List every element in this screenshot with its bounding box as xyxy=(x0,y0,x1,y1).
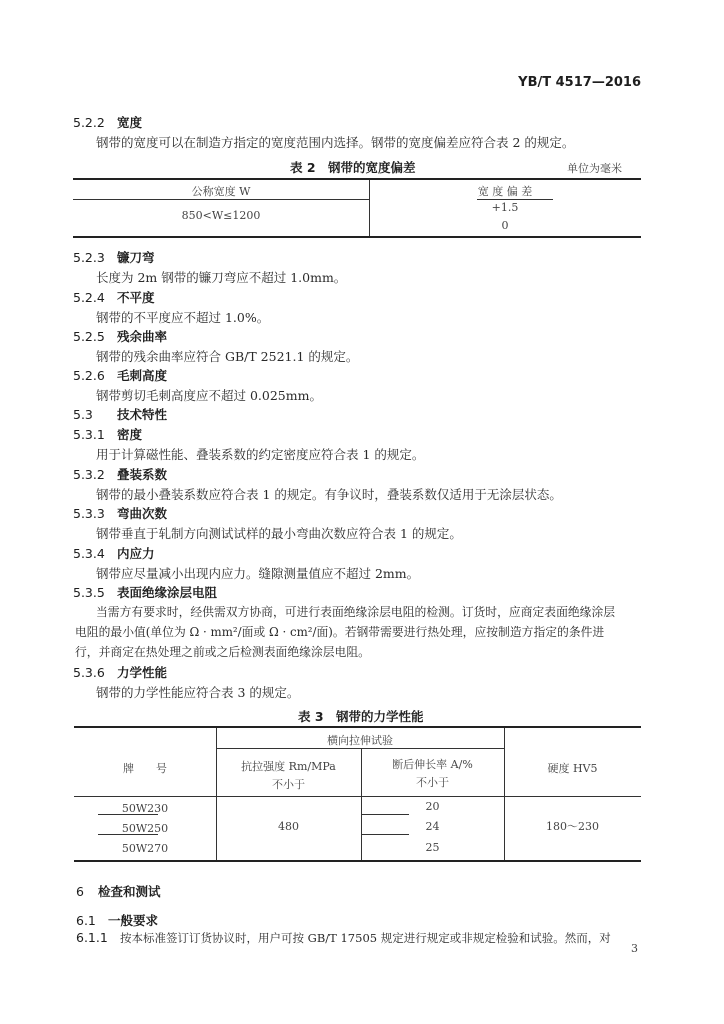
para-5-3-5-line2: 电阻的最小值(单位为 Ω · mm²/面或 Ω · cm²/面)。若钢带需要进行热处理，应按制造方指定的条件进 xyxy=(75,625,605,639)
table3-elong-2: 24 xyxy=(425,820,440,833)
table3-tensile-value: 480 xyxy=(278,820,299,833)
table3-hardness-value: 180～230 xyxy=(546,820,599,833)
table3-caption: 表 3 钢带的力学性能 xyxy=(298,709,424,724)
para-5-3-5-line3: 行，并商定在热处理之前或之后检测表面绝缘涂层电阻。 xyxy=(75,645,370,659)
para-5-3-3: 钢带垂直于轧制方向测试试样的最小弯曲次数应符合表 1 的规定。 xyxy=(96,526,462,541)
table2-header-deviation: 宽 度 偏 差 xyxy=(477,185,533,198)
para-5-2-6: 钢带剪切毛刺高度应不超过 0.025mm。 xyxy=(96,388,322,403)
para-5-3-6: 钢带的力学性能应符合表 3 的规定。 xyxy=(96,685,300,700)
para-5-3-1: 用于计算磁性能、叠装系数的约定密度应符合表 1 的规定。 xyxy=(96,447,425,462)
table3-header-tensile-sub: 不小于 xyxy=(272,778,305,791)
para-5-2-5: 钢带的残余曲率应符合 GB/T 2521.1 的规定。 xyxy=(96,349,359,364)
table3 xyxy=(74,726,641,862)
table2-header-width: 公称宽度 W xyxy=(191,185,251,198)
heading-6-1: 6.1 一般要求 xyxy=(76,913,159,928)
para-5-2-3: 长度为 2m 钢带的镰刀弯应不超过 1.0mm。 xyxy=(96,270,347,285)
table2-header-rule-right xyxy=(477,199,553,200)
table3-header-grade: 牌 号 xyxy=(123,762,167,775)
table3-group-rule xyxy=(216,748,504,749)
table3-row-rule-4 xyxy=(361,834,409,835)
para-5-2-4: 钢带的不平度应不超过 1.0%。 xyxy=(96,310,270,325)
table3-header-hardness: 硬度 HV5 xyxy=(547,762,598,775)
table2-cell-plus: +1.5 xyxy=(491,201,519,214)
heading-5-3-1: 5.3.1 密度 xyxy=(73,427,143,442)
heading-5-2-2: 5.2.2 宽度 xyxy=(73,115,143,130)
heading-6: 6 检查和测试 xyxy=(76,884,161,899)
heading-5-3: 5.3 技术特性 xyxy=(73,407,168,422)
table3-grade-3: 50W270 xyxy=(121,842,169,855)
para-5-3-5-line1: 当需方有要求时，经供需双方协商，可进行表面绝缘涂层电阻的检测。订货时，应商定表面绝缘涂层 xyxy=(96,605,616,619)
clause-6-1-1: 6.1.1 按本标准签订订货协议时，用户可按 GB/T 17505 规定进行规定或非规定检验和试验。然而，对 xyxy=(76,930,611,945)
para-5-2-2: 钢带的宽度可以在制造方指定的宽度范围内选择。钢带的宽度偏差应符合表 2 的规定。 xyxy=(96,135,575,150)
heading-5-2-4: 5.2.4 不平度 xyxy=(73,290,155,305)
heading-5-2-3: 5.2.3 镰刀弯 xyxy=(73,250,155,265)
table2-unit: 单位为毫米 xyxy=(567,162,622,175)
table3-elong-3: 25 xyxy=(425,841,440,854)
page-number: 3 xyxy=(631,942,638,955)
heading-5-3-5: 5.3.5 表面绝缘涂层电阻 xyxy=(73,585,218,600)
table3-elong-1: 20 xyxy=(425,800,440,813)
table2-header-rule-left xyxy=(73,199,369,200)
table2-cell-width: 850<W≤1200 xyxy=(181,209,261,222)
table3-header-elong: 断后伸长率 A/% xyxy=(392,758,473,771)
table2-caption: 表 2 钢带的宽度偏差 xyxy=(290,160,416,175)
table3-header-tensile: 抗拉强度 Rm/MPa xyxy=(241,760,336,773)
table3-grade-2: 50W250 xyxy=(121,822,169,835)
table3-col3-divider xyxy=(504,728,505,860)
para-5-3-2: 钢带的最小叠装系数应符合表 1 的规定。有争议时，叠装系数仅适用于无涂层状态。 xyxy=(96,487,562,502)
table3-header-rule xyxy=(74,796,641,797)
heading-5-2-5: 5.2.5 残余曲率 xyxy=(73,329,168,344)
table3-group-header: 横向拉伸试验 xyxy=(327,734,393,747)
heading-5-3-3: 5.3.3 弯曲次数 xyxy=(73,506,168,521)
heading-5-3-6: 5.3.6 力学性能 xyxy=(73,665,168,680)
standard-code-header: YB/T 4517—2016 xyxy=(518,75,641,90)
table3-header-elong-sub: 不小于 xyxy=(416,776,449,789)
heading-5-3-4: 5.3.4 内应力 xyxy=(73,546,155,561)
heading-5-3-2: 5.3.2 叠装系数 xyxy=(73,467,168,482)
table2 xyxy=(73,178,641,238)
para-5-3-4: 钢带应尽量减小出现内应力。缝隙测量值应不超过 2mm。 xyxy=(96,566,420,581)
table2-cell-minus: 0 xyxy=(501,219,509,232)
heading-5-2-6: 5.2.6 毛刺高度 xyxy=(73,368,168,383)
table3-row-rule-3 xyxy=(361,814,409,815)
table3-grade-1: 50W230 xyxy=(121,802,169,815)
